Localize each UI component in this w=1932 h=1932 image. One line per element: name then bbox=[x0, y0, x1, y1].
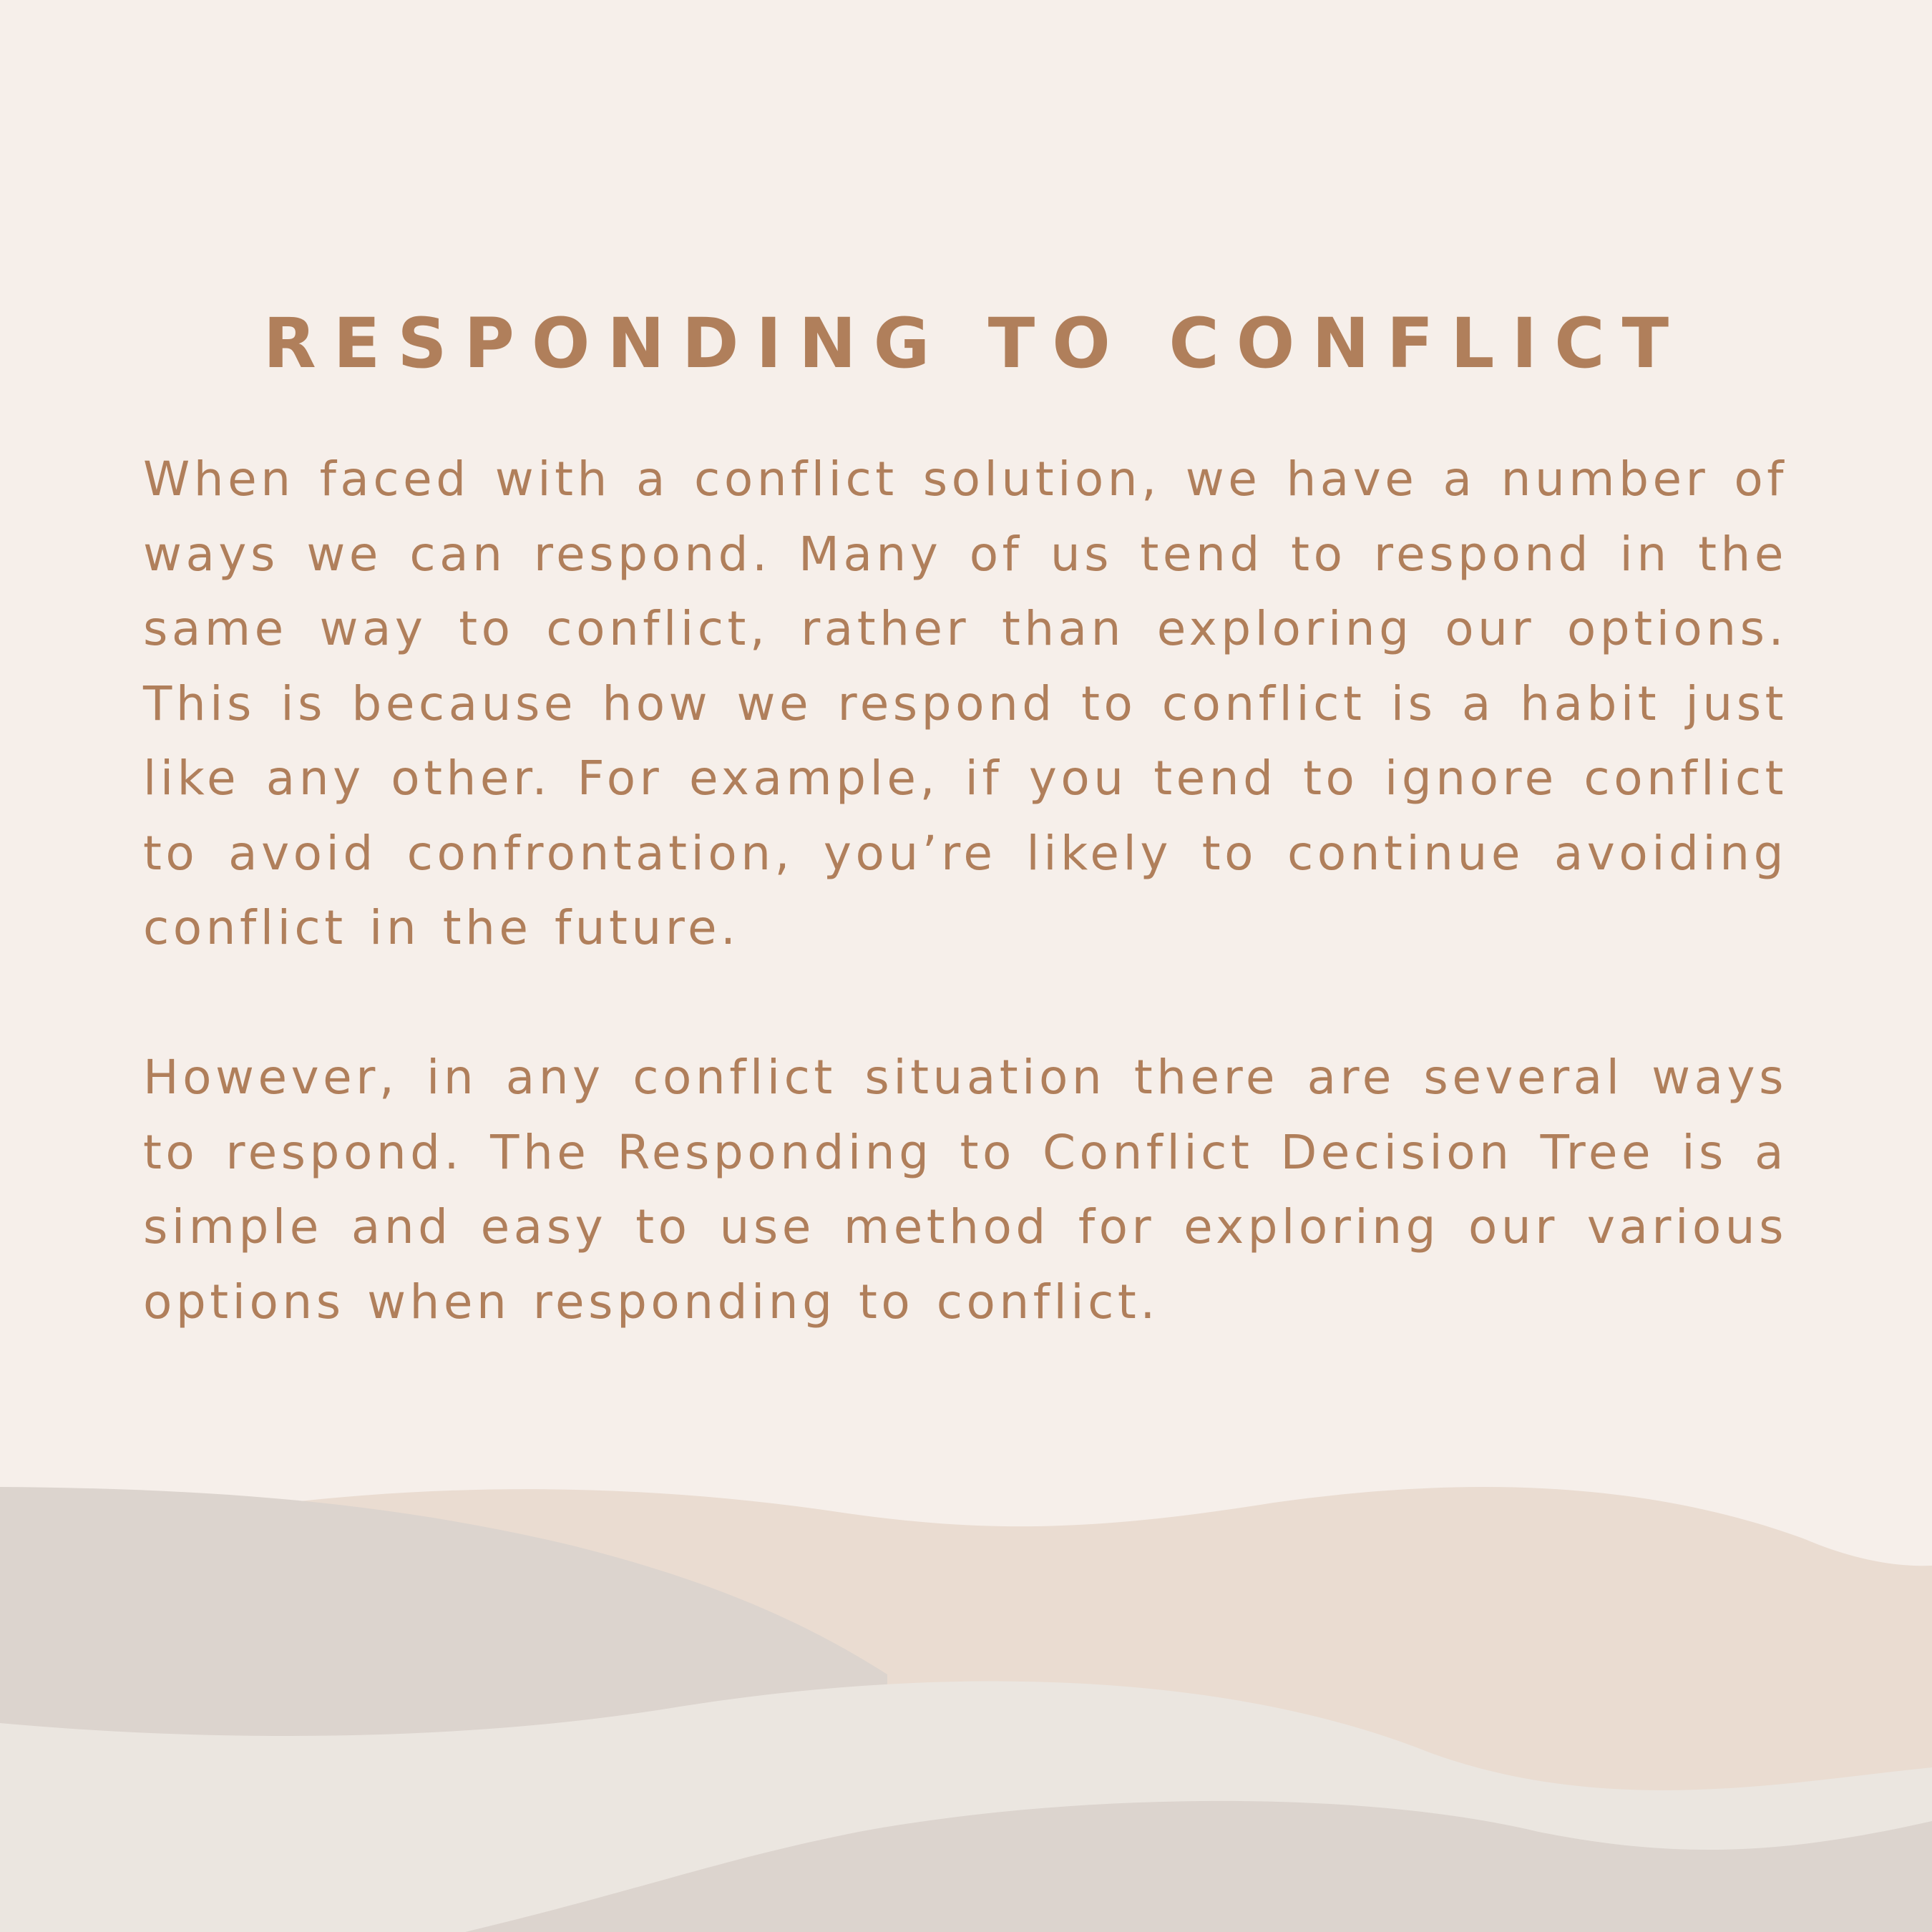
decorative-hills bbox=[0, 1431, 1932, 1932]
page-title: RESPONDING TO CONFLICT bbox=[263, 303, 1687, 384]
intro-paragraph: When faced with a conflict solution, we have a number of ways we can respond. Many of us tend to respond in the same way to conflict, rather than exploring our options. This is because how we respond to conflict is a habit just like any other. For example, if you tend to ignore conflict to avoid confrontation, you’re likely to continue avoiding conflict in the future. bbox=[143, 452, 1787, 955]
decision-tree-paragraph: However, in any conflict situation there are several ways to respond. The Responding to Conflict Decision Tree is a simple and easy to use method for exploring our various options when responding to conflict. bbox=[143, 1050, 1787, 1330]
